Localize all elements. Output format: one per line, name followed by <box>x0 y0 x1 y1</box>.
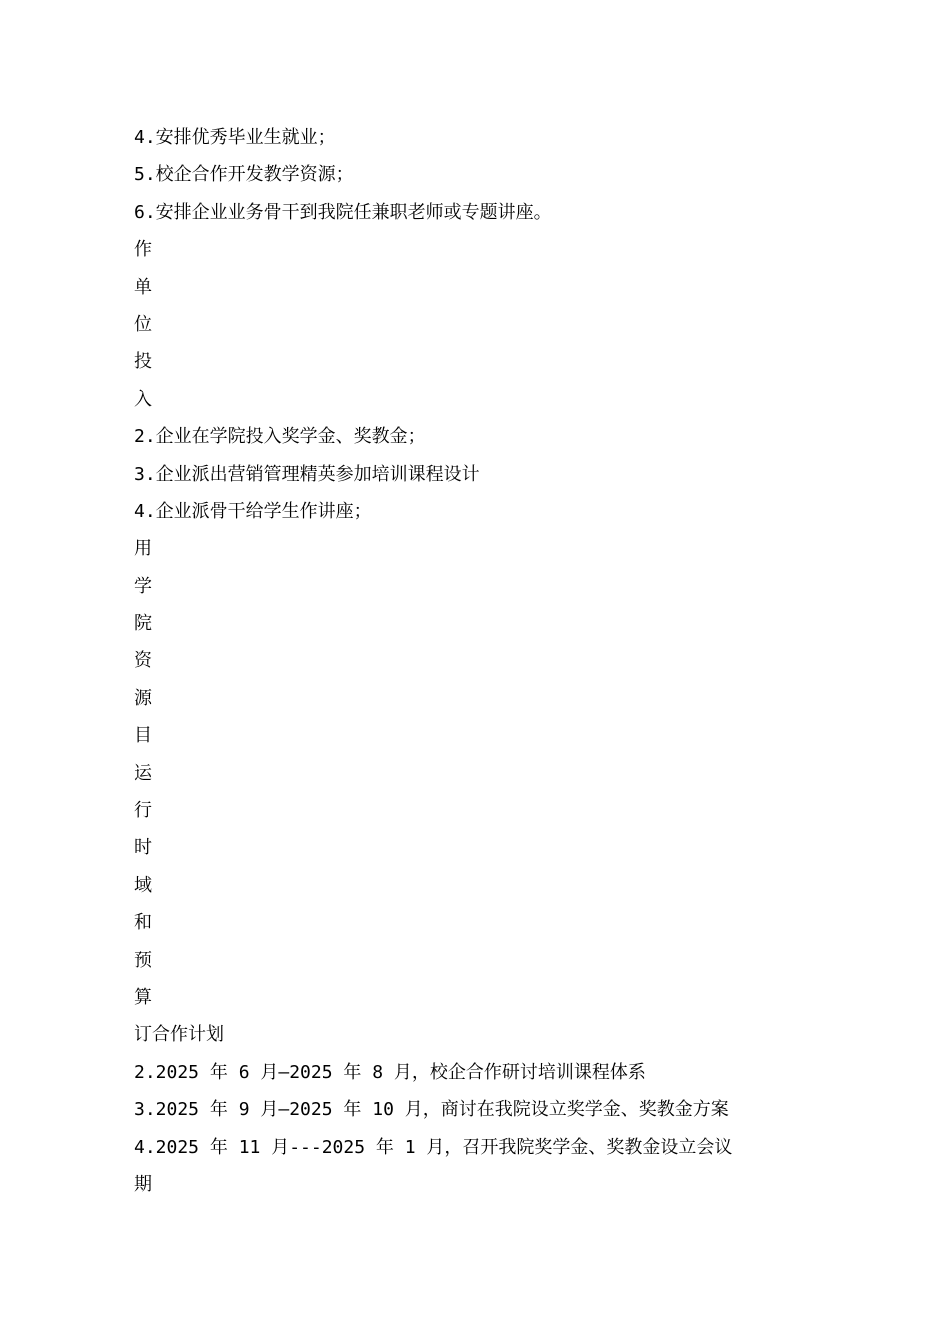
text-line: 入 <box>134 388 152 410</box>
text-line: 4.2025 年 11 月---2025 年 1 月，召开我院奖学金、奖教金设立会议 <box>134 1136 733 1158</box>
document-body <box>134 119 894 1203</box>
text-line: 资 <box>134 650 152 672</box>
text-line: 2.2025 年 6 月—2025 年 8 月，校企合作研讨培训课程体系 <box>134 1061 646 1083</box>
text-line: 5.校企合作开发教学资源； <box>134 164 354 186</box>
text-line: 行 <box>134 800 152 822</box>
text-line: 学 <box>134 575 152 597</box>
text-line: 3.2025 年 9 月—2025 年 10 月，商讨在我院设立奖学金、奖教金方案 <box>134 1099 729 1121</box>
text-line: 时 <box>134 837 152 859</box>
text-line: 和 <box>134 912 152 934</box>
text-line: 4.企业派骨干给学生作讲座； <box>134 500 372 522</box>
text-line: 用 <box>134 538 152 560</box>
text-line: 算 <box>134 986 152 1008</box>
text-line: 院 <box>134 613 152 635</box>
text-line: 域 <box>134 874 152 896</box>
text-line: 投 <box>134 351 152 373</box>
text-line: 源 <box>134 687 152 709</box>
text-line: 单 <box>134 276 152 298</box>
text-line: 目 <box>134 725 152 747</box>
text-line: 预 <box>134 949 152 971</box>
text-line: 订合作计划 <box>134 1024 224 1046</box>
text-line: 6.安排企业业务骨干到我院任兼职老师或专题讲座。 <box>134 201 552 223</box>
text-line: 4.安排优秀毕业生就业； <box>134 127 336 148</box>
text-line: 作 <box>134 239 152 261</box>
text-line: 期 <box>134 1173 152 1195</box>
text-line: 位 <box>134 313 152 335</box>
text-line: 3.企业派出营销管理精英参加培训课程设计 <box>134 463 480 485</box>
text-line: 2.企业在学院投入奖学金、奖教金； <box>134 426 426 448</box>
text-line: 运 <box>134 762 152 784</box>
